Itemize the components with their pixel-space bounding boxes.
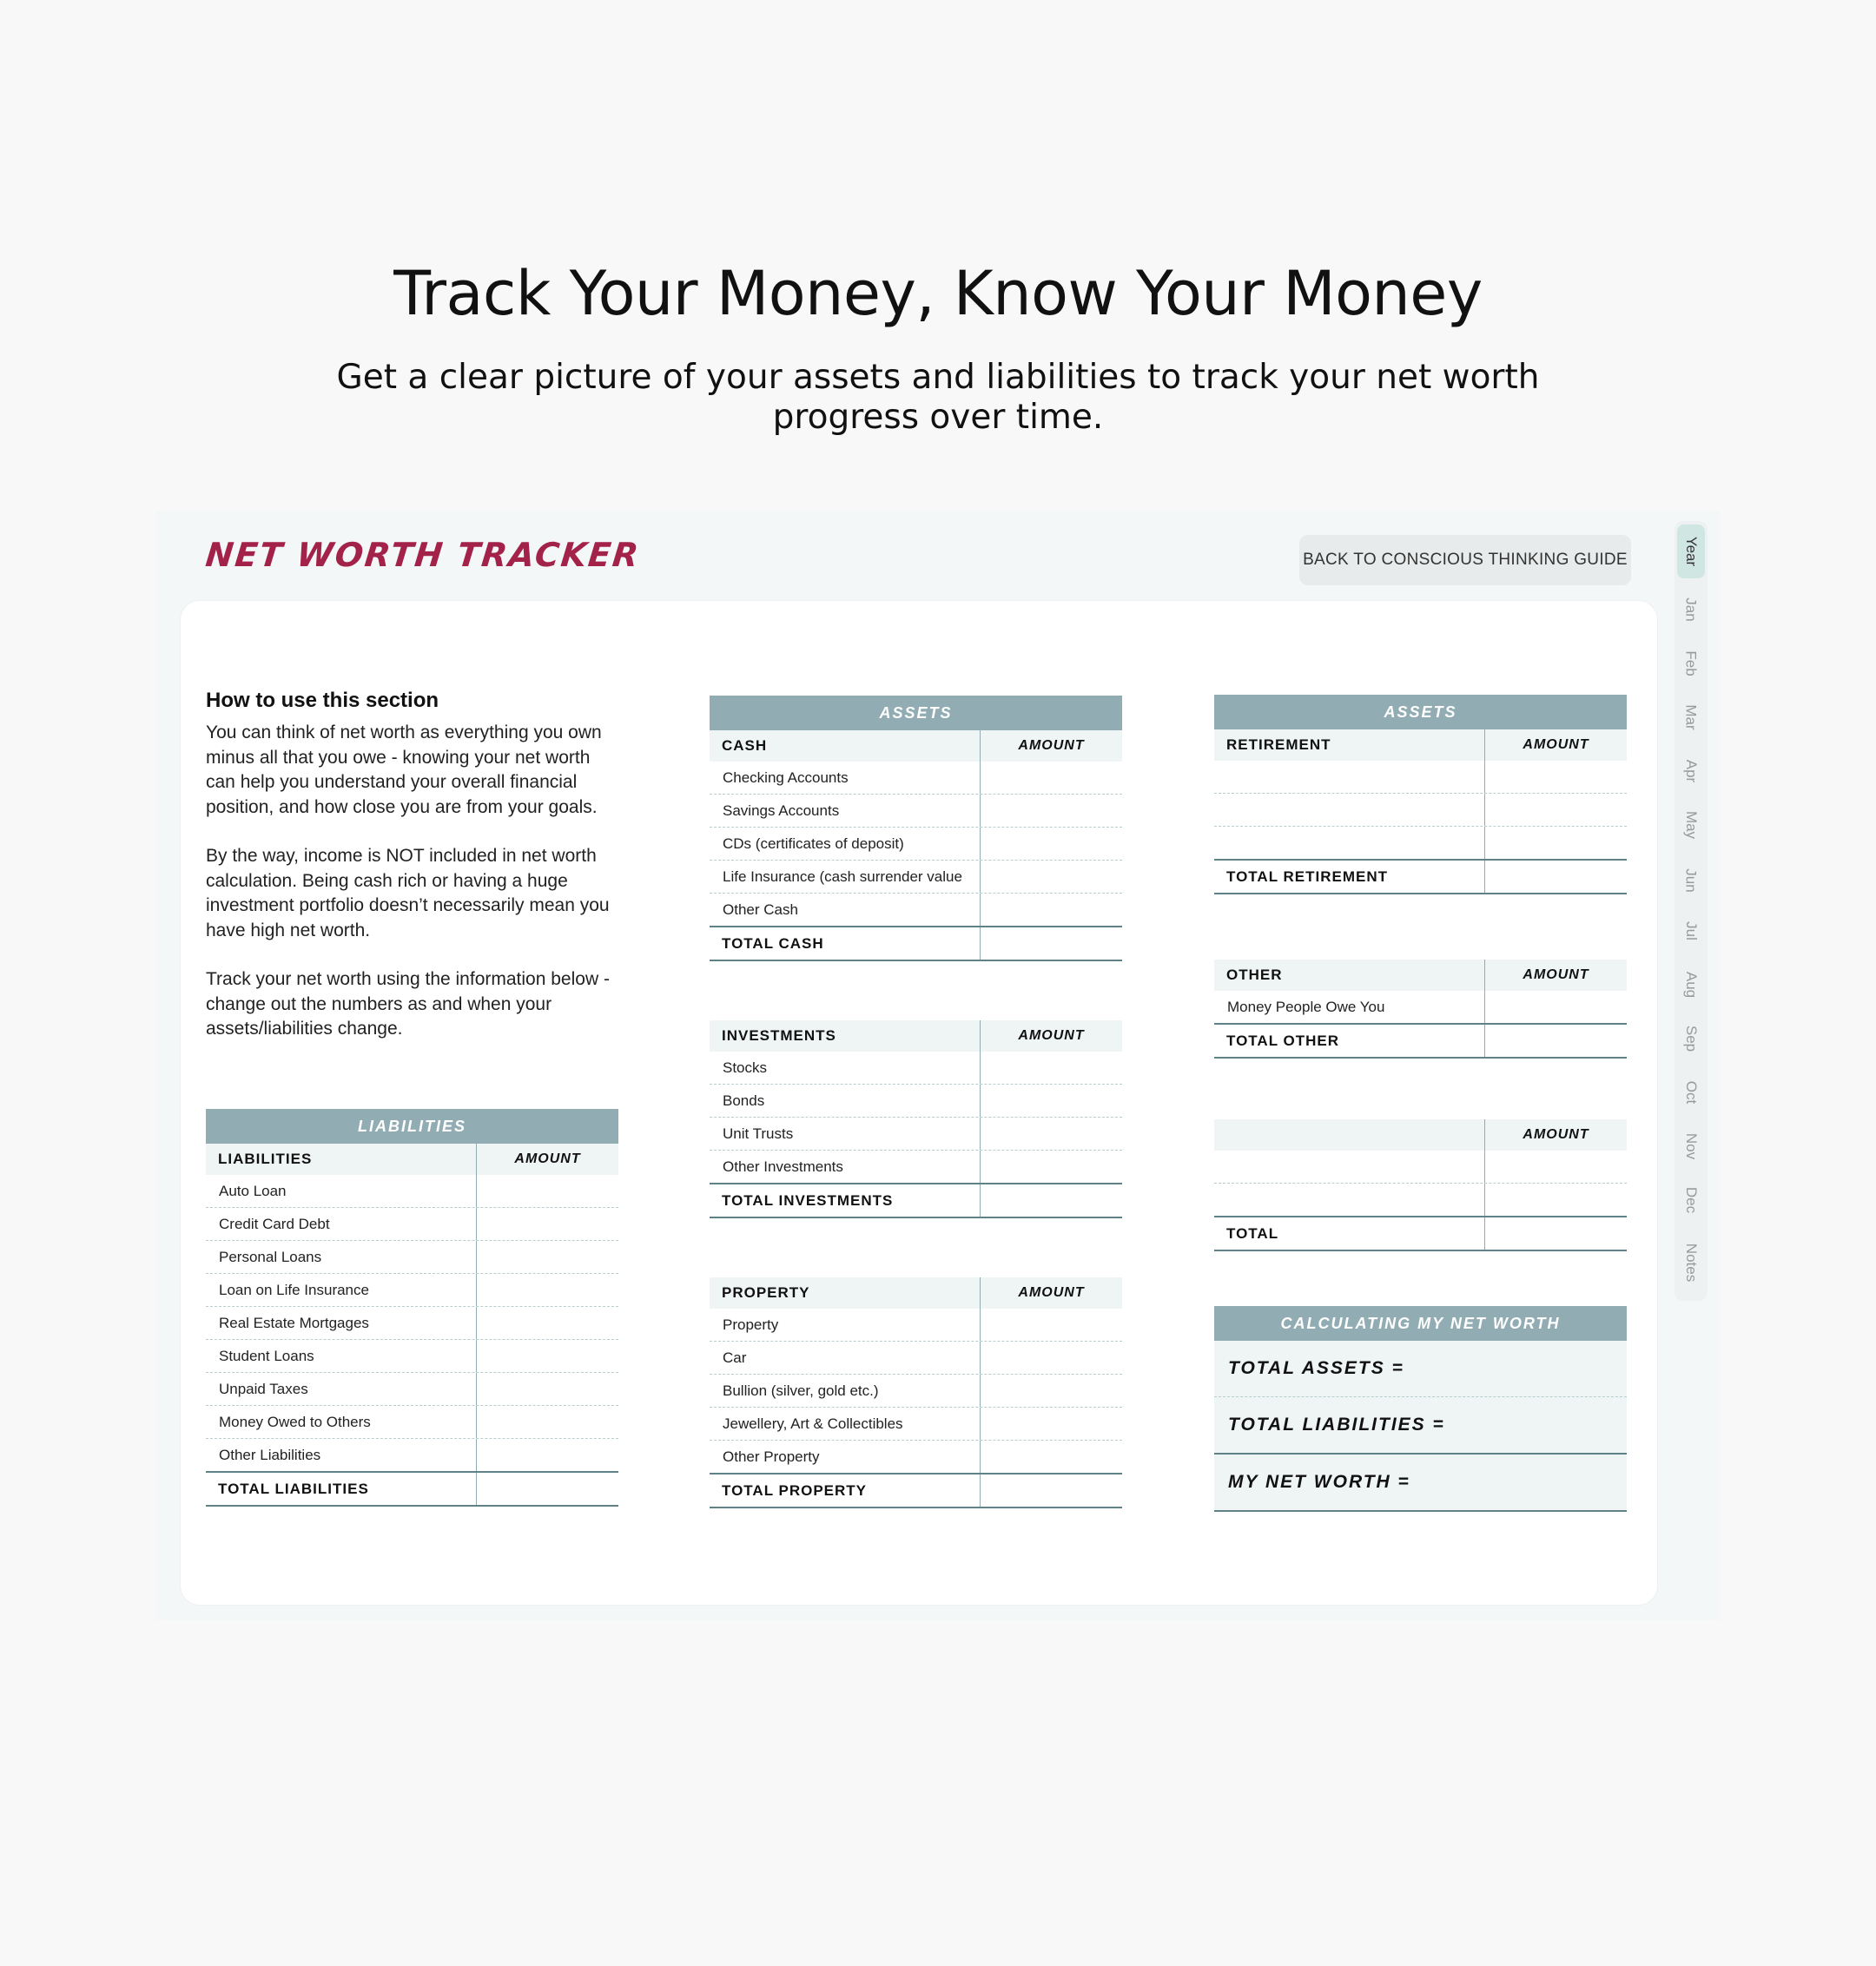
table-row[interactable] — [710, 1052, 1122, 1085]
amount-cell[interactable] — [1485, 991, 1627, 1023]
side-tab-label: Jan — [1682, 597, 1700, 622]
table-row[interactable] — [1214, 1184, 1627, 1216]
table-row[interactable] — [206, 1406, 618, 1439]
side-tab-year[interactable] — [1677, 524, 1705, 578]
amount-cell[interactable] — [981, 828, 1122, 860]
table-row[interactable] — [1214, 991, 1627, 1023]
table-row[interactable] — [710, 1408, 1122, 1441]
table-row[interactable] — [1214, 794, 1627, 827]
table-row[interactable] — [206, 1439, 618, 1471]
table-row[interactable] — [206, 1373, 618, 1406]
howto-section — [206, 688, 623, 1066]
side-tab-may[interactable] — [1677, 804, 1705, 846]
amount-cell[interactable] — [477, 1439, 618, 1471]
side-tab-feb[interactable] — [1677, 643, 1705, 684]
total-label: TOTAL RETIREMENT — [1214, 861, 1485, 893]
row-label: Stocks — [710, 1052, 981, 1084]
cash-label: CASH — [710, 730, 981, 762]
calc-header: CALCULATING MY NET WORTH — [1214, 1306, 1627, 1341]
total-label: TOTAL PROPERTY — [710, 1474, 981, 1507]
side-tab-label: Notes — [1683, 1243, 1701, 1283]
side-tab-label: Dec — [1682, 1186, 1700, 1214]
total-assets-row[interactable]: TOTAL ASSETS = — [1214, 1341, 1627, 1397]
row-label: CDs (certificates of deposit) — [710, 828, 981, 860]
row-label[interactable] — [1214, 761, 1485, 793]
side-tab-label: Apr — [1683, 759, 1700, 783]
amount-cell[interactable] — [981, 894, 1122, 926]
retirement-subheader — [1214, 729, 1627, 761]
total-label: TOTAL — [1214, 1217, 1485, 1250]
table-row[interactable] — [710, 861, 1122, 894]
amount-cell[interactable] — [981, 1085, 1122, 1117]
table-row[interactable] — [710, 1309, 1122, 1342]
row-label: Other Cash — [710, 894, 981, 926]
side-tab-apr[interactable] — [1677, 750, 1705, 792]
total-label: TOTAL OTHER — [1214, 1025, 1485, 1057]
row-label: Loan on Life Insurance — [206, 1274, 477, 1306]
row-label[interactable] — [1214, 1151, 1485, 1183]
row-label: Personal Loans — [206, 1241, 477, 1273]
table-row[interactable] — [710, 1441, 1122, 1473]
table-row[interactable] — [710, 1085, 1122, 1118]
side-tab-nov[interactable] — [1677, 1125, 1705, 1167]
total-label: TOTAL INVESTMENTS — [710, 1184, 981, 1217]
assets-header: ASSETS — [710, 696, 1122, 730]
side-tab-label: May — [1683, 810, 1700, 840]
custom-label[interactable] — [1214, 1119, 1485, 1151]
amount-cell[interactable] — [477, 1340, 618, 1372]
table-row[interactable] — [1214, 761, 1627, 794]
back-to-guide-button[interactable]: BACK TO CONSCIOUS THINKING GUIDE — [1299, 535, 1631, 585]
cash-table — [710, 696, 1122, 961]
total-row — [710, 926, 1122, 961]
howto-paragraph-3: Track your net worth using the information below - change out the numbers as and when your assets/liabilities change. — [206, 969, 610, 1039]
brand-title: NET WORTH TRACKER — [203, 536, 642, 574]
amount-cell[interactable] — [1485, 1184, 1627, 1216]
property-table — [710, 1277, 1122, 1508]
row-label: Money Owed to Others — [206, 1406, 477, 1438]
row-label: Jewellery, Art & Collectibles — [710, 1408, 981, 1440]
amount-cell[interactable] — [981, 762, 1122, 794]
table-row[interactable] — [206, 1175, 618, 1208]
amount-cell[interactable] — [477, 1307, 618, 1339]
row-label: Bonds — [710, 1085, 981, 1117]
amount-cell[interactable] — [477, 1241, 618, 1273]
table-row[interactable] — [206, 1274, 618, 1307]
investments-table — [710, 1020, 1122, 1218]
side-tab-label: Jun — [1682, 868, 1700, 893]
table-row[interactable] — [206, 1208, 618, 1241]
table-row[interactable] — [1214, 1151, 1627, 1184]
retirement-table — [1214, 695, 1627, 894]
total-label: TOTAL CASH — [710, 927, 981, 960]
row-label: Real Estate Mortgages — [206, 1307, 477, 1339]
hero-subtitle: Get a clear picture of your assets and liabilities to track your net worth progress over time. — [336, 358, 1540, 437]
side-tab-aug[interactable] — [1677, 964, 1705, 1006]
table-row[interactable] — [206, 1340, 618, 1373]
amount-label: AMOUNT — [514, 1151, 581, 1166]
amount-cell[interactable] — [477, 1406, 618, 1438]
side-tab-label: Nov — [1682, 1132, 1700, 1160]
row-label: Car — [710, 1342, 981, 1374]
side-tab-sep[interactable] — [1677, 1018, 1705, 1059]
other-label: OTHER — [1214, 960, 1485, 991]
amount-cell[interactable] — [981, 1441, 1122, 1473]
amount-label: AMOUNT — [1523, 967, 1589, 982]
table-row[interactable] — [710, 894, 1122, 926]
property-label: PROPERTY — [710, 1277, 981, 1309]
row-label: Money People Owe You — [1214, 991, 1485, 1023]
row-label: Life Insurance (cash surrender value — [710, 861, 981, 893]
amount-label: AMOUNT — [1018, 1028, 1085, 1043]
amount-label: AMOUNT — [1523, 737, 1589, 752]
side-tab-label: Oct — [1682, 1080, 1700, 1105]
liabilities-subheader — [206, 1144, 618, 1175]
table-row[interactable] — [710, 762, 1122, 795]
table-row[interactable] — [1214, 827, 1627, 859]
side-tab-jul[interactable] — [1677, 910, 1705, 952]
amount-cell[interactable] — [1485, 1151, 1627, 1183]
property-subheader — [710, 1277, 1122, 1309]
amount-cell[interactable] — [1485, 794, 1627, 826]
amount-cell[interactable] — [1485, 761, 1627, 793]
side-tab-dec[interactable] — [1677, 1179, 1705, 1221]
amount-cell[interactable] — [981, 1342, 1122, 1374]
howto-paragraph-2: By the way, income is NOT included in net worth calculation. Being cash rich or having a huge investment portfolio doesn’t necessarily mean you have high net worth. — [206, 846, 610, 940]
side-tab-label: Year — [1683, 536, 1701, 567]
other-table — [1214, 960, 1627, 1059]
side-tab-mar[interactable] — [1677, 696, 1705, 738]
row-label: Bullion (silver, gold etc.) — [710, 1375, 981, 1407]
table-row[interactable] — [710, 1375, 1122, 1408]
amount-label: AMOUNT — [1018, 1285, 1085, 1300]
amount-cell[interactable] — [981, 861, 1122, 893]
table-row[interactable] — [710, 828, 1122, 861]
row-label: Other Investments — [710, 1151, 981, 1183]
amount-label: AMOUNT — [1018, 738, 1085, 753]
table-row[interactable] — [206, 1241, 618, 1274]
amount-label: AMOUNT — [1523, 1127, 1589, 1142]
hero-title: Track Your Money, Know Your Money — [393, 258, 1483, 329]
side-tab-label: Feb — [1682, 650, 1700, 676]
amount-cell[interactable] — [477, 1373, 618, 1405]
investments-label: INVESTMENTS — [710, 1020, 981, 1052]
amount-cell[interactable] — [981, 1118, 1122, 1150]
total-liabilities-row[interactable]: TOTAL LIABILITIES = — [1214, 1397, 1627, 1455]
amount-cell[interactable] — [981, 1151, 1122, 1183]
cash-subheader — [710, 730, 1122, 762]
net-worth-calculation — [1214, 1306, 1627, 1512]
row-label: Property — [710, 1309, 981, 1341]
side-tab-oct[interactable] — [1677, 1072, 1705, 1113]
row-label: Checking Accounts — [710, 762, 981, 794]
table-row[interactable] — [710, 1342, 1122, 1375]
amount-cell[interactable] — [1485, 827, 1627, 859]
row-label: Credit Card Debt — [206, 1208, 477, 1240]
investments-subheader — [710, 1020, 1122, 1052]
custom-table — [1214, 1119, 1627, 1251]
total-row — [1214, 1023, 1627, 1059]
month-side-tabs — [1675, 521, 1708, 1301]
total-row — [1214, 859, 1627, 894]
total-row — [710, 1473, 1122, 1508]
side-tab-notes[interactable] — [1677, 1235, 1705, 1290]
liabilities-table — [206, 1109, 618, 1507]
howto-heading: How to use this section — [206, 689, 439, 712]
total-row — [206, 1471, 618, 1507]
total-label: TOTAL LIABILITIES — [206, 1473, 477, 1505]
net-worth-row[interactable]: MY NET WORTH = — [1214, 1455, 1627, 1512]
side-tab-label: Mar — [1683, 704, 1700, 730]
amount-cell[interactable] — [477, 1175, 618, 1207]
row-label[interactable] — [1214, 794, 1485, 826]
retirement-label: RETIREMENT — [1214, 729, 1485, 761]
custom-subheader — [1214, 1119, 1627, 1151]
amount-cell[interactable] — [981, 1052, 1122, 1084]
liabilities-label: LIABILITIES — [206, 1144, 477, 1175]
row-label: Other Property — [710, 1441, 981, 1473]
amount-cell[interactable] — [981, 1375, 1122, 1407]
table-row[interactable] — [710, 1151, 1122, 1183]
side-tab-jun[interactable] — [1677, 860, 1705, 901]
table-row[interactable] — [710, 1118, 1122, 1151]
row-label: Unpaid Taxes — [206, 1373, 477, 1405]
side-tab-label: Jul — [1682, 921, 1700, 940]
row-label: Savings Accounts — [710, 795, 981, 827]
amount-cell[interactable] — [981, 1309, 1122, 1341]
table-row[interactable] — [710, 795, 1122, 828]
row-label: Unit Trusts — [710, 1118, 981, 1150]
row-label: Other Liabilities — [206, 1439, 477, 1471]
amount-cell[interactable] — [981, 1408, 1122, 1440]
total-row — [710, 1183, 1122, 1218]
side-tab-label: Aug — [1683, 971, 1700, 999]
liabilities-header: LIABILITIES — [206, 1109, 618, 1144]
amount-cell[interactable] — [477, 1208, 618, 1240]
other-subheader — [1214, 960, 1627, 991]
total-row — [1214, 1216, 1627, 1251]
table-row[interactable] — [206, 1307, 618, 1340]
howto-paragraph-1: You can think of net worth as everything you own minus all that you owe - knowing your net worth can help you understand your overall financial position, and how close you are from your goals. — [206, 722, 602, 817]
amount-cell[interactable] — [477, 1274, 618, 1306]
row-label[interactable] — [1214, 1184, 1485, 1216]
amount-cell[interactable] — [981, 795, 1122, 827]
row-label: Auto Loan — [206, 1175, 477, 1207]
row-label: Student Loans — [206, 1340, 477, 1372]
side-tab-jan[interactable] — [1677, 589, 1705, 630]
row-label[interactable] — [1214, 827, 1485, 859]
assets-header: ASSETS — [1214, 695, 1627, 729]
side-tab-label: Sep — [1683, 1025, 1700, 1052]
